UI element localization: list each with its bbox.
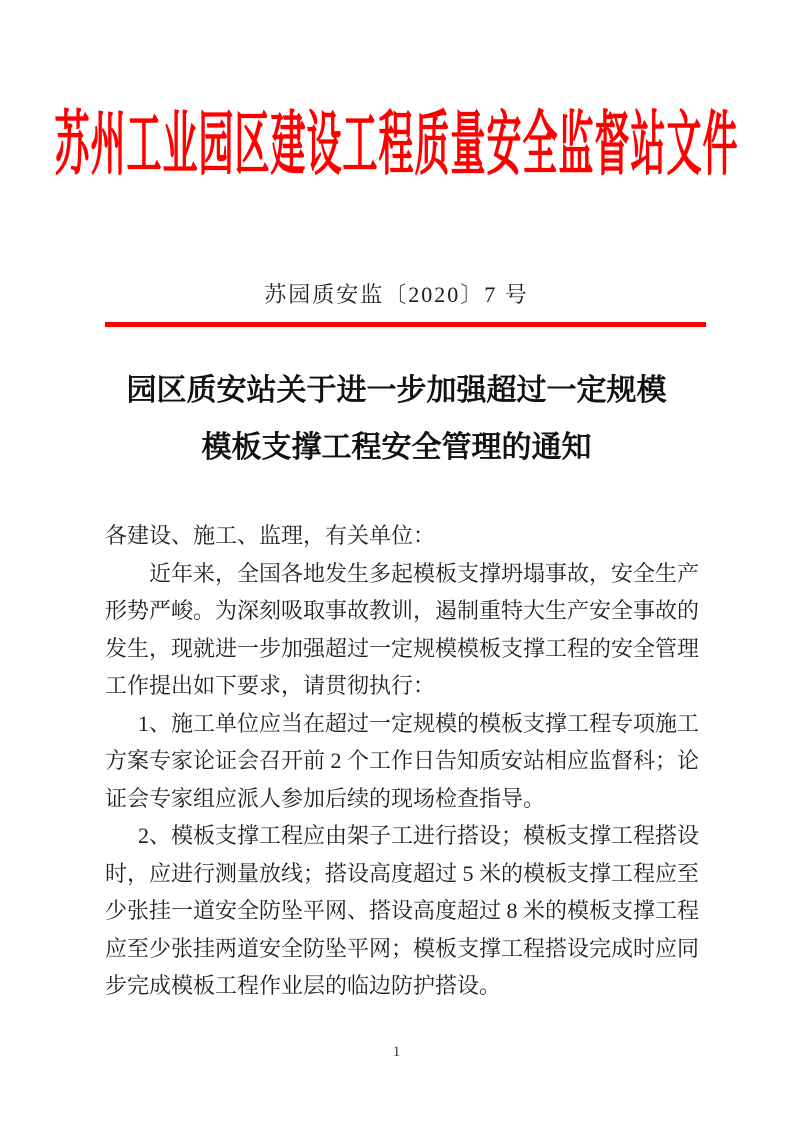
body-text-line: 2、模板支撑工程应由架子工进行搭设；模板支撑工程搭设 xyxy=(138,823,699,848)
page-number: 1 xyxy=(392,1044,401,1060)
document-title-line1: 园区质安站关于进一步加强超过一定规模 xyxy=(126,374,667,407)
document-number: 苏园质安监〔2020〕7 号 xyxy=(264,282,529,307)
body-text-line: 少张挂一道安全防坠平网、搭设高度超过 8 米的模板支撑工程 xyxy=(105,898,699,923)
body-text-line: 时，应进行测量放线；搭设高度超过 5 米的模板支撑工程应至 xyxy=(105,860,699,886)
body-text-line: 1、施工单位应当在超过一定规模的模板支撑工程专项施工 xyxy=(138,710,699,736)
body-text-line: 近年来，全国各地发生多起模板支撑坍塌事故，安全生产 xyxy=(149,560,699,586)
body-text-line: 应至少张挂两道安全防坠平网；模板支撑工程搭设完成时应同 xyxy=(105,935,699,961)
body-text-line: 步完成模板工程作业层的临边防护搭设。 xyxy=(105,973,502,998)
body-text-line: 工作提出如下要求，请贯彻执行： xyxy=(105,673,436,698)
body-text-line: 形势严峻。为深刻吸取事故教训，遏制重特大生产安全事故的 xyxy=(105,598,699,623)
document-title-line2: 模板支撑工程安全管理的通知 xyxy=(201,431,592,464)
body-text-line: 证会专家组应派人参加后续的现场检查指导。 xyxy=(105,785,546,811)
body-text-line: 方案专家论证会召开前 2 个工作日告知质安站相应监督科；论 xyxy=(105,748,699,773)
red-letterhead xyxy=(0,108,793,192)
body-text-line: 发生，现就进一步加强超过一定规模模板支撑工程的安全管理 xyxy=(105,635,699,661)
body-text-line: 各建设、施工、监理，有关单位： xyxy=(105,523,436,548)
red-divider-line xyxy=(105,322,706,327)
document-title xyxy=(0,362,793,476)
letterhead-title: 苏州工业园区建设工程质量安全监督站文件 xyxy=(54,106,739,184)
document-body xyxy=(105,517,699,1005)
